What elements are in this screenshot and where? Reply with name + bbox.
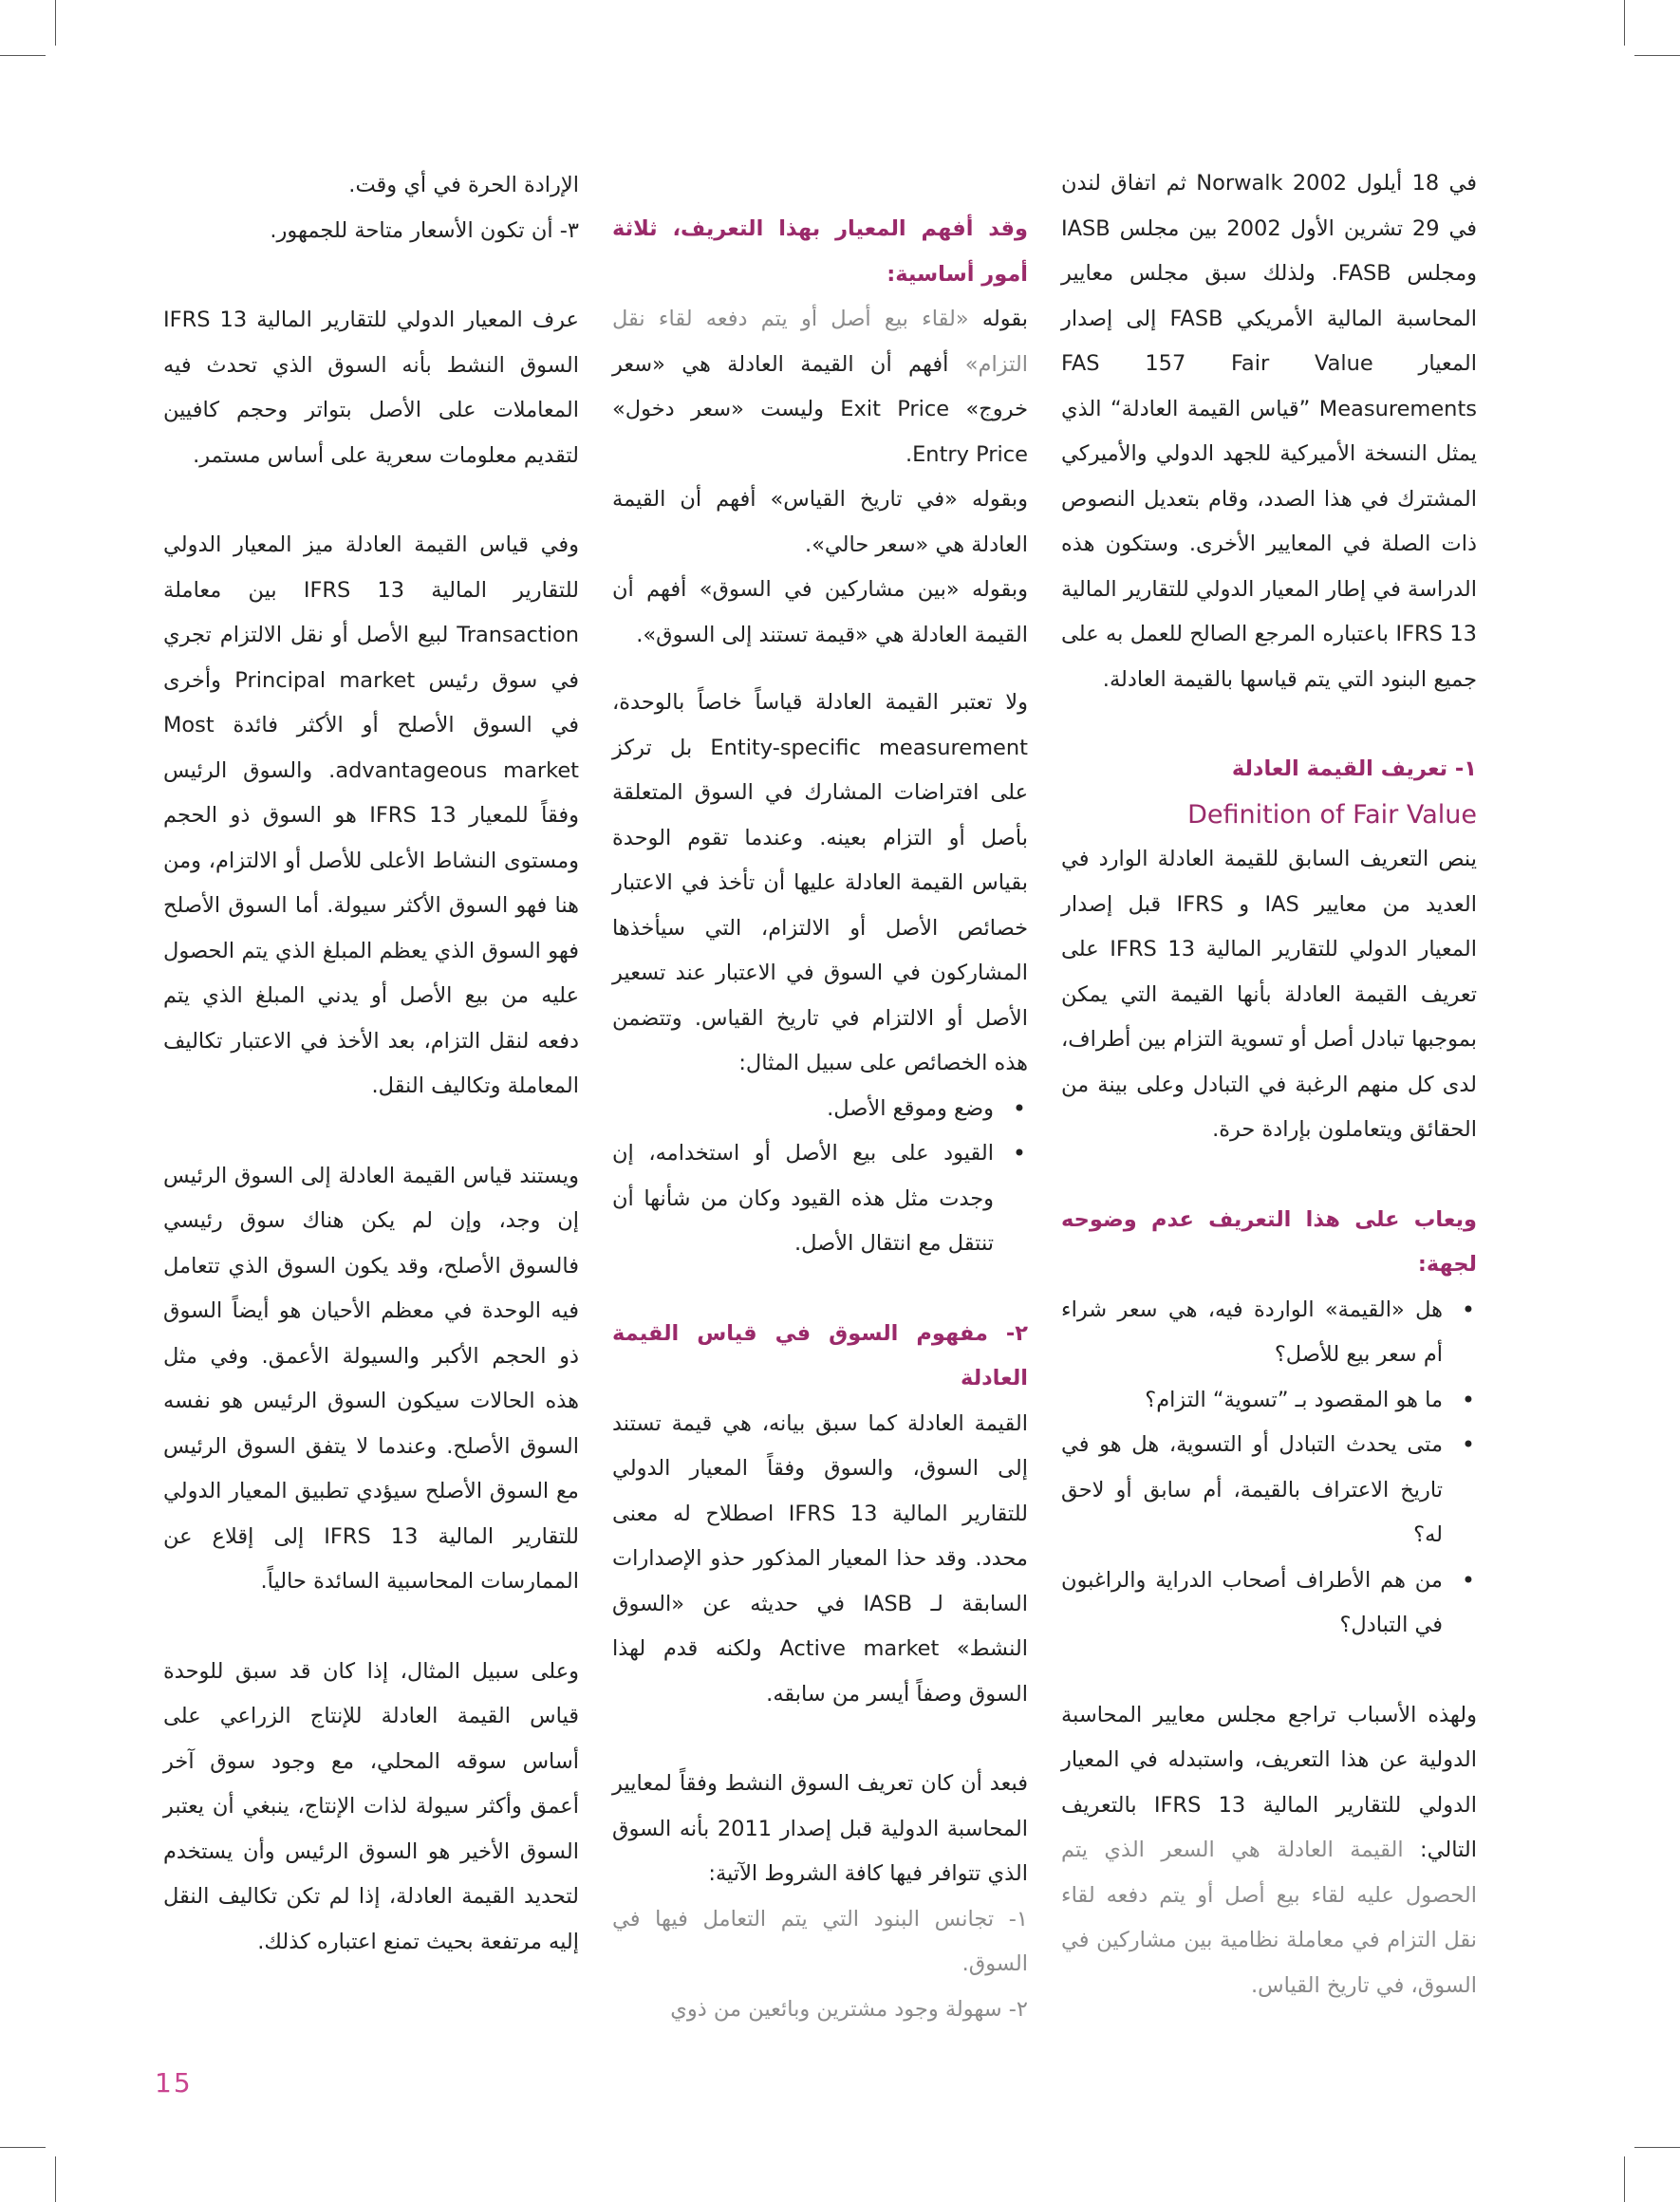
bullet-list (612, 1087, 1028, 1267)
paragraph: القيمة العادلة كما سبق بيانه، هي قيمة تستند إلى السوق، والسوق وفقاً المعيار الدولي للتقارير المالية IFRS 13 اصطلاح له معنى محدد. وقد حذا المعيار المذكور حذو الإصدارات السابقة لـ IASB في حديثه عن «السوق النشط» Active market ولكنه قدم لهذا السوق وصفاً أيسر من سابقه. (612, 1410, 1029, 1707)
bullet-list (1061, 1288, 1477, 1649)
crop-mark (1634, 55, 1680, 56)
paragraph: وبقوله «في تاريخ القياس» أفهم أن القيمة العادلة هي «سعر حالي». (612, 487, 1028, 557)
crop-mark (55, 0, 56, 46)
list-item: • القيود على بيع الأصل أو استخدامه، إن وجدت مثل هذه القيود وكان من شأنها أن تنتقل مع انتقال الأصل. (612, 1131, 994, 1267)
paragraph: الإرادة الحرة في أي وقت. (348, 173, 579, 197)
list-item: • وضع وموقع الأصل. (612, 1087, 994, 1132)
subsection-heading: ويعاب على هذا التعريف عدم وضوحه لجهة: (1061, 1206, 1477, 1277)
page-number: 15 (155, 2067, 193, 2099)
paragraph: ويستند قياس القيمة العادلة إلى السوق الرئيس إن وجد، وإن لم يكن هناك سوق رئيسي فالسوق الأصلح، وقد يكون السوق الذي تتعامل فيه الوحدة في معظم الأحيان هو أيضاً السوق ذو الحجم الأكبر والسيولة الأعمق. وفي مثل هذه الحالات سيكون السوق الرئيس هو نفسه السوق الأصلح. وعندما لا يتفق السوق الرئيس مع السوق الأصلح سيؤدي تطبيق المعيار الدولي للتقارير المالية IFRS 13 إلى إقلاع عن الممارسات المحاسبية السائدة حالياً. (163, 1163, 580, 1594)
list-item: • من هم الأطراف أصحاب الدراية والراغبون في التبادل؟ (1061, 1558, 1443, 1649)
paragraph: وفي قياس القيمة العادلة ميز المعيار الدولي للتقارير المالية IFRS 13 بين معاملة Transaction لبيع الأصل أو نقل الالتزام تجري في سوق رئيس Principal market وأخرى في السوق الأصلح أو الأكثر فائدة Most advantageous market. والسوق الرئيس وفقاً للمعيار IFRS 13 هو السوق ذو الحجم ومستوى النشاط الأعلى للأصل أو الالتزام، ومن هنا فهو السوق الأكثر سيولة. أما السوق الأصلح فهو السوق الذي يعظم المبلغ الذي يتم الحصول عليه من بيع الأصل أو يدني المبلغ الذي يتم دفعه لنقل التزام، بعد الأخذ في الاعتبار تكاليف المعاملة وتكاليف النقل. (163, 532, 580, 1098)
list-item: ٢- سهولة وجود مشترين وبائعين من ذوي (670, 1996, 1028, 2022)
definition-text: القيمة العادلة هي السعر الذي يتم الحصول عليه لقاء بيع أصل أو يتم دفعه لقاء نقل التزام في معاملة نظامية بين مشاركين في السوق، في تاريخ القياس. (1061, 1838, 1477, 1998)
paragraph: ٣- أن تكون الأسعار متاحة للجمهور. (270, 217, 579, 243)
text-run: أفهم أن القيمة العادلة هي «سعر خروج» Exit Price وليست «سعر دخول» Entry Price. (612, 351, 1028, 467)
column-left (163, 163, 579, 1965)
section-heading: ١- تعريف القيمة العادلة (1231, 756, 1477, 781)
quoted-text: «لقاء بيع أصل أو يتم دفعه لقاء نقل التزام» (612, 307, 1029, 377)
list-item: • ما هو المقصود بـ ”تسوية“ التزام؟ (1061, 1378, 1443, 1424)
column-right (1061, 161, 1477, 2008)
section-heading: ٢- مفهوم السوق في قياس القيمة العادلة (612, 1320, 1028, 1390)
list-item: ١- تجانس البنود التي يتم التعامل فيها في السوق. (612, 1906, 1028, 1976)
crop-mark (1624, 2156, 1625, 2202)
section-heading: وقد أفهم المعيار بهذا التعريف، ثلاثة أمور أساسية: (612, 216, 1028, 287)
crop-mark (55, 2156, 56, 2202)
paragraph: ينص التعريف السابق للقيمة العادلة الوارد في العديد من معايير IAS و IFRS قبل إصدار المعيار الدولي للتقارير المالية IFRS 13 على تعريف القيمة العادلة بأنها القيمة التي يمكن بموجبها تبادل أصل أو تسوية التزام بين أطراف، لدى كل منهم الرغبة في التبادل وعلى بينة من الحقائق ويتعاملون بإرادة حرة. (1061, 847, 1477, 1142)
text-run: ولهذه الأسباب تراجع مجلس معايير المحاسبة الدولية عن هذا التعريف، واستبدله في المعيار الدولي للتقارير المالية IFRS 13 بالتعريف التالي: (1061, 1702, 1477, 1862)
paragraph (612, 297, 1028, 477)
crop-mark (0, 55, 46, 56)
list-item: • هل «القيمة» الواردة فيه، هي سعر شراء أم سعر بيع للأصل؟ (1061, 1288, 1443, 1378)
paragraph: في 18 أيلول 2002 Norwalk ثم اتفاق لندن في 29 تشرين الأول 2002 بين مجلس IASB ومجلس FASB. ولذلك سبق مجلس معايير المحاسبة المالية الأمريكي FASB إلى إصدار المعيار FAS 157 Fair Value Measurements ”قياس القيمة العادلة“ الذي يمثل النسخة الأميركية للجهد الدولي والأميركي المشترك في هذا الصدد، وقام بتعديل النصوص ذات الصلة في المعايير الأخرى. وستكون هذه الدراسة في إطار المعيار الدولي للتقارير المالية IFRS 13 باعتباره المرجع الصالح للعمل به على جميع البنود التي يتم قياسها بالقيمة العادلة. (1061, 171, 1478, 692)
text-run: بقوله (981, 307, 1028, 331)
column-middle (612, 207, 1028, 2032)
section-heading-english: Definition of Fair Value (1187, 799, 1477, 830)
paragraph: وبقوله «بين مشاركين في السوق» أفهم أن القيمة العادلة هي «قيمة تستند إلى السوق». (612, 577, 1028, 647)
crop-mark (1634, 2147, 1680, 2148)
list-item: • متى يحدث التبادل أو التسوية، هل هو في تاريخ الاعتراف بالقيمة، أم سابق أو لاحق له؟ (1061, 1423, 1443, 1558)
paragraph: فبعد أن كان تعريف السوق النشط وفقاً لمعايير المحاسبة الدولية قبل إصدار 2011 بأنه السوق الذي تتوافر فيها كافة الشروط الآتية: (612, 1771, 1028, 1886)
crop-mark (0, 2147, 46, 2148)
paragraph: وعلى سبيل المثال، إذا كان قد سبق للوحدة قياس القيمة العادلة للإنتاج الزراعي على أساس سوقه المحلي، مع وجود سوق آخر أعمق وأكثر سيولة لذات الإنتاج، ينبغي أن يعتبر السوق الأخير هو السوق الرئيس وأن يستخدم لتحديد القيمة العادلة، إذا لم تكن تكاليف النقل إليه مرتفعة بحيث تمنع اعتباره كذلك. (163, 1658, 579, 1954)
crop-mark (1624, 0, 1625, 46)
paragraph (1061, 1693, 1477, 2009)
paragraph: عرف المعيار الدولي للتقارير المالية IFRS 13 السوق النشط بأنه السوق الذي تحدث فيه المعاملات على الأصل بتواتر وحجم كافيين لتقديم معلومات سعرية على أساس مستمر. (163, 308, 579, 468)
paragraph: ولا تعتبر القيمة العادلة قياساً خاصاً بالوحدة، Entity-specific measurement بل تركز على افتراضات المشارك في السوق المتعلقة بأصل أو التزام بعينه. وعندما تقوم الوحدة بقياس القيمة العادلة عليها أن تأخذ في الاعتبار خصائص الأصل أو الالتزام، التي سيأخذها المشاركون في السوق في الاعتبار عند تسعير الأصل أو الالتزام في تاريخ القياس. وتتضمن هذه الخصائص على سبيل المثال: (612, 690, 1028, 1075)
